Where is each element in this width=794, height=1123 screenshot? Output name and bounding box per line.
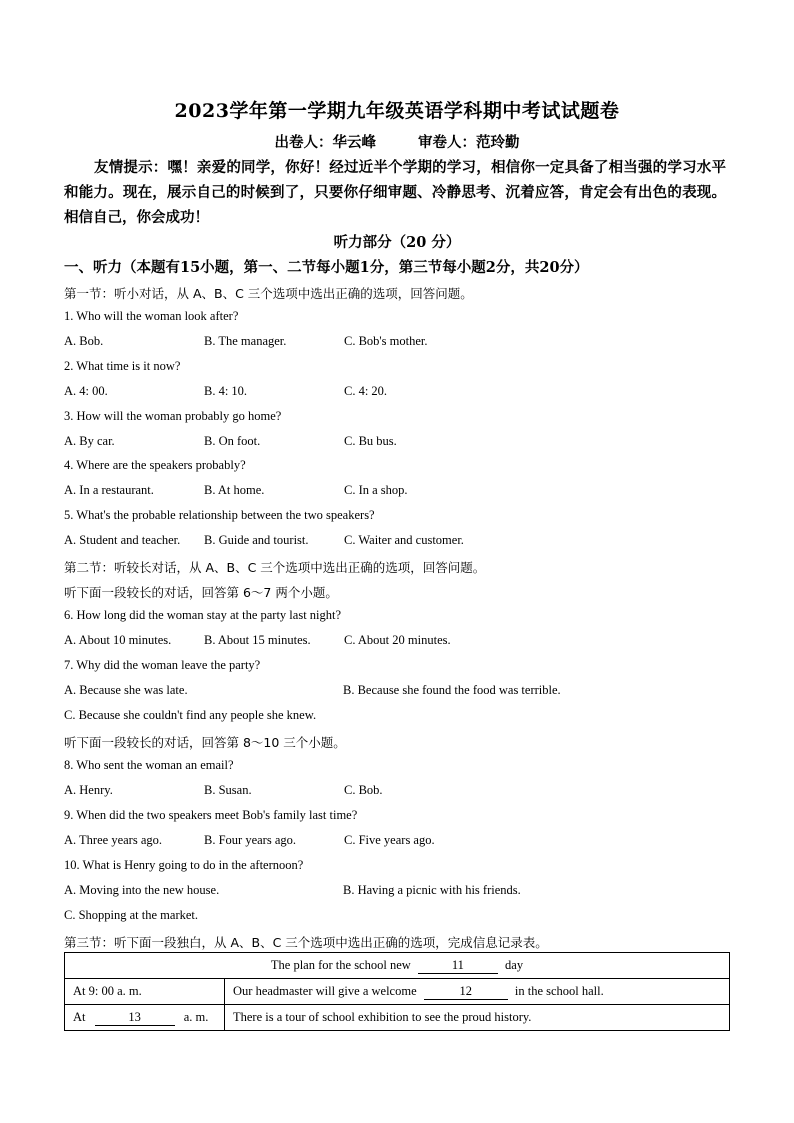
question-10: 10. What is Henry going to do in the afternoon? <box>64 858 304 872</box>
table-header-post: day <box>505 957 524 972</box>
table-row <box>65 953 730 979</box>
dialogue-intro-1: 听下面一段较长的对话，回答第 6～7 两个小题。 <box>64 585 338 600</box>
table-header-pre: The plan for the school new <box>270 957 411 972</box>
reviewer-name: 审卷人：范玲勤 <box>418 134 520 151</box>
q10-option-b: B. Having a picnic with his friends. <box>343 883 521 897</box>
friendly-tip: 友情提示：嘿！亲爱的同学，你好！经过近半个学期的学习，相信你一定具备了相当强的学习水平和能力。现在，展示自己的时候到了，只要你仔细审题、冷静思考、沉着应答，肯定会有出色的表现。相信自己，你会成功！ <box>64 159 726 226</box>
dialogue-intro-2: 听下面一段较长的对话，回答第 8～10 三个小题。 <box>64 735 346 750</box>
q1-option-c: C. Bob's mother. <box>344 334 428 348</box>
q4-option-c: C. In a shop. <box>344 483 408 497</box>
time-cell <box>65 979 225 1005</box>
question-8: 8. Who sent the woman an email? <box>64 758 234 772</box>
exam-title: 2023学年第一学期九年级英语学科期中考试试题卷 <box>174 100 620 122</box>
blank-12[interactable]: 12 <box>424 984 508 1000</box>
activity-post: in the school hall. <box>514 983 604 998</box>
q10-option-a: A. Moving into the new house. <box>64 883 220 897</box>
section1-instruction: 第一节：听小对话，从 A、B、C 三个选项中选出正确的选项，回答问题。 <box>64 286 473 301</box>
q6-option-a: A. About 10 minutes. <box>64 633 172 647</box>
table-row <box>65 1005 730 1031</box>
section3-instruction: 第三节：听下面一段独白，从 A、B、C 三个选项中选出正确的选项，完成信息记录表。 <box>64 935 548 950</box>
author-line <box>0 131 794 152</box>
q2-option-c: C. 4: 20. <box>344 384 388 398</box>
question-9: 9. When did the two speakers meet Bob's family last time? <box>64 808 358 822</box>
time-pre: At <box>73 1009 86 1024</box>
q3-option-a: A. By car. <box>64 434 115 448</box>
time-cell <box>65 1005 225 1031</box>
time-post: a. m. <box>183 1009 209 1024</box>
q7-option-b: B. Because she found the food was terrible. <box>343 683 561 697</box>
q6-option-c: C. About 20 minutes. <box>344 633 451 647</box>
question-2: 2. What time is it now? <box>64 359 181 373</box>
q5-option-a: A. Student and teacher. <box>64 533 181 547</box>
q3-option-b: B. On foot. <box>204 434 261 448</box>
blank-11[interactable]: 11 <box>418 958 498 974</box>
q8-option-b: B. Susan. <box>204 783 252 797</box>
q4-option-b: B. At home. <box>204 483 265 497</box>
q8-option-a: A. Henry. <box>64 783 113 797</box>
activity-cell <box>225 1005 730 1031</box>
question-3: 3. How will the woman probably go home? <box>64 409 282 423</box>
q2-option-a: A. 4: 00. <box>64 384 108 398</box>
listening-section-title: 听力部分（20 分） <box>333 234 461 251</box>
q1-option-a: A. Bob. <box>64 334 104 348</box>
q6-option-b: B. About 15 minutes. <box>204 633 311 647</box>
q8-option-c: C. Bob. <box>344 783 383 797</box>
question-6: 6. How long did the woman stay at the party last night? <box>64 608 342 622</box>
q9-option-a: A. Three years ago. <box>64 833 162 847</box>
q3-option-c: C. Bu bus. <box>344 434 397 448</box>
info-record-table <box>64 952 730 1031</box>
question-4: 4. Where are the speakers probably? <box>64 458 246 472</box>
listening-part-title: 一、听力（本题有15小题，第一、二节每小题1分，第三节每小题2分，共20分） <box>64 259 589 276</box>
table-row <box>65 979 730 1005</box>
q7-option-a: A. Because she was late. <box>64 683 188 697</box>
q4-option-a: A. In a restaurant. <box>64 483 154 497</box>
author-name: 出卷人：华云峰 <box>274 134 376 151</box>
q5-option-c: C. Waiter and customer. <box>344 533 464 547</box>
activity-text: There is a tour of school exhibition to see the proud history. <box>233 1010 532 1024</box>
activity-cell <box>225 979 730 1005</box>
section2-instruction: 第二节：听较长对话，从 A、B、C 三个选项中选出正确的选项，回答问题。 <box>64 560 486 575</box>
q5-option-b: B. Guide and tourist. <box>204 533 309 547</box>
table-header-cell <box>65 953 730 979</box>
blank-13[interactable]: 13 <box>95 1010 175 1026</box>
activity-pre: Our headmaster will give a welcome <box>233 983 417 998</box>
question-5: 5. What's the probable relationship between the two speakers? <box>64 508 375 522</box>
q7-option-c: C. Because she couldn't find any people she knew. <box>64 708 317 722</box>
time-label: At 9: 00 a. m. <box>73 984 142 998</box>
question-1: 1. Who will the woman look after? <box>64 309 239 323</box>
q10-option-c: C. Shopping at the market. <box>64 908 199 922</box>
question-7: 7. Why did the woman leave the party? <box>64 658 261 672</box>
q1-option-b: B. The manager. <box>204 334 287 348</box>
q2-option-b: B. 4: 10. <box>204 384 248 398</box>
q9-option-b: B. Four years ago. <box>204 833 296 847</box>
q9-option-c: C. Five years ago. <box>344 833 435 847</box>
